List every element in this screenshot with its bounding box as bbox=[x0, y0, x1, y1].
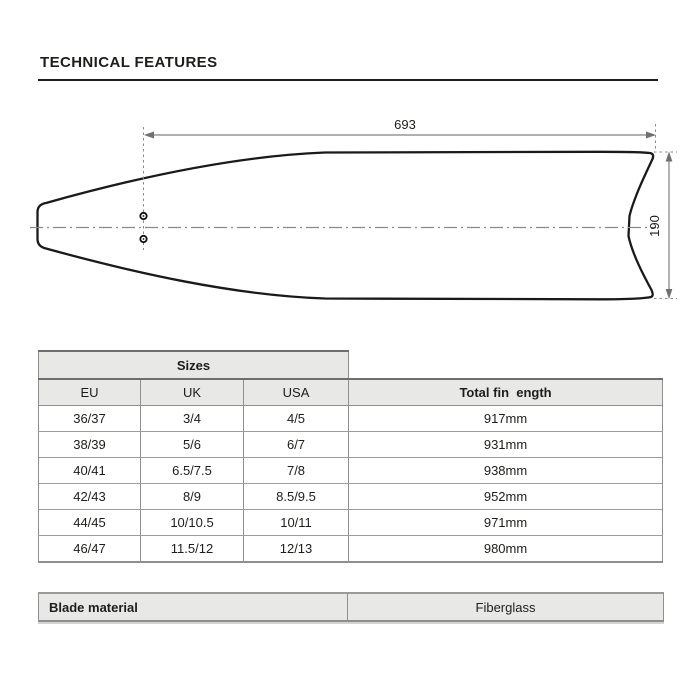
cell-usa: 12/13 bbox=[244, 536, 349, 563]
blade-material-row bbox=[38, 592, 664, 622]
cell-uk: 10/10.5 bbox=[141, 510, 244, 536]
cell-usa: 7/8 bbox=[244, 458, 349, 484]
table-row bbox=[39, 406, 663, 432]
cell-uk: 11.5/12 bbox=[141, 536, 244, 563]
blade-material-label: Blade material bbox=[39, 594, 348, 620]
cell-usa: 6/7 bbox=[244, 432, 349, 458]
cell-eu: 44/45 bbox=[39, 510, 141, 536]
fin-blade-outline bbox=[38, 152, 654, 299]
width-arrow-top bbox=[666, 152, 673, 162]
cell-uk: 3/4 bbox=[141, 406, 244, 432]
cell-total-length: 971mm bbox=[349, 510, 663, 536]
table-row bbox=[39, 432, 663, 458]
fin-blade-technical-drawing bbox=[0, 0, 700, 340]
cell-usa: 4/5 bbox=[244, 406, 349, 432]
table-row bbox=[39, 536, 663, 563]
cell-total-length: 931mm bbox=[349, 432, 663, 458]
cell-eu: 40/41 bbox=[39, 458, 141, 484]
table-row bbox=[39, 484, 663, 510]
cell-total-length: 952mm bbox=[349, 484, 663, 510]
sizes-group-header: Sizes bbox=[39, 351, 349, 379]
length-dimension-label: 693 bbox=[394, 117, 416, 132]
sizes-table bbox=[38, 350, 663, 563]
width-arrow-bottom bbox=[666, 289, 673, 299]
cell-uk: 6.5/7.5 bbox=[141, 458, 244, 484]
length-arrow-left bbox=[144, 132, 154, 139]
table-row bbox=[39, 458, 663, 484]
sizes-blank-cell bbox=[349, 351, 663, 379]
width-dimension-label: 190 bbox=[647, 215, 662, 237]
cell-usa: 8.5/9.5 bbox=[244, 484, 349, 510]
cell-usa: 10/11 bbox=[244, 510, 349, 536]
blade-material-value: Fiberglass bbox=[475, 599, 536, 615]
page-title: TECHNICAL FEATURES bbox=[40, 54, 218, 71]
mounting-hole-bottom bbox=[140, 236, 146, 242]
cell-total-length: 917mm bbox=[349, 406, 663, 432]
sizes-group-header-row bbox=[39, 351, 663, 379]
cell-eu: 38/39 bbox=[39, 432, 141, 458]
cell-eu: 42/43 bbox=[39, 484, 141, 510]
table-row bbox=[39, 510, 663, 536]
cell-uk: 5/6 bbox=[141, 432, 244, 458]
cell-eu: 46/47 bbox=[39, 536, 141, 563]
sizes-column-header-row bbox=[39, 379, 663, 406]
cell-total-length: 980mm bbox=[349, 536, 663, 563]
column-header-eu: EU bbox=[39, 379, 141, 406]
cell-total-length: 938mm bbox=[349, 458, 663, 484]
column-header-usa: USA bbox=[244, 379, 349, 406]
column-header-uk: UK bbox=[141, 379, 244, 406]
column-header-total-fin-length: Total fin ength bbox=[349, 379, 663, 406]
length-arrow-right bbox=[646, 132, 656, 139]
cell-eu: 36/37 bbox=[39, 406, 141, 432]
mounting-hole-top bbox=[140, 213, 146, 219]
cell-uk: 8/9 bbox=[141, 484, 244, 510]
